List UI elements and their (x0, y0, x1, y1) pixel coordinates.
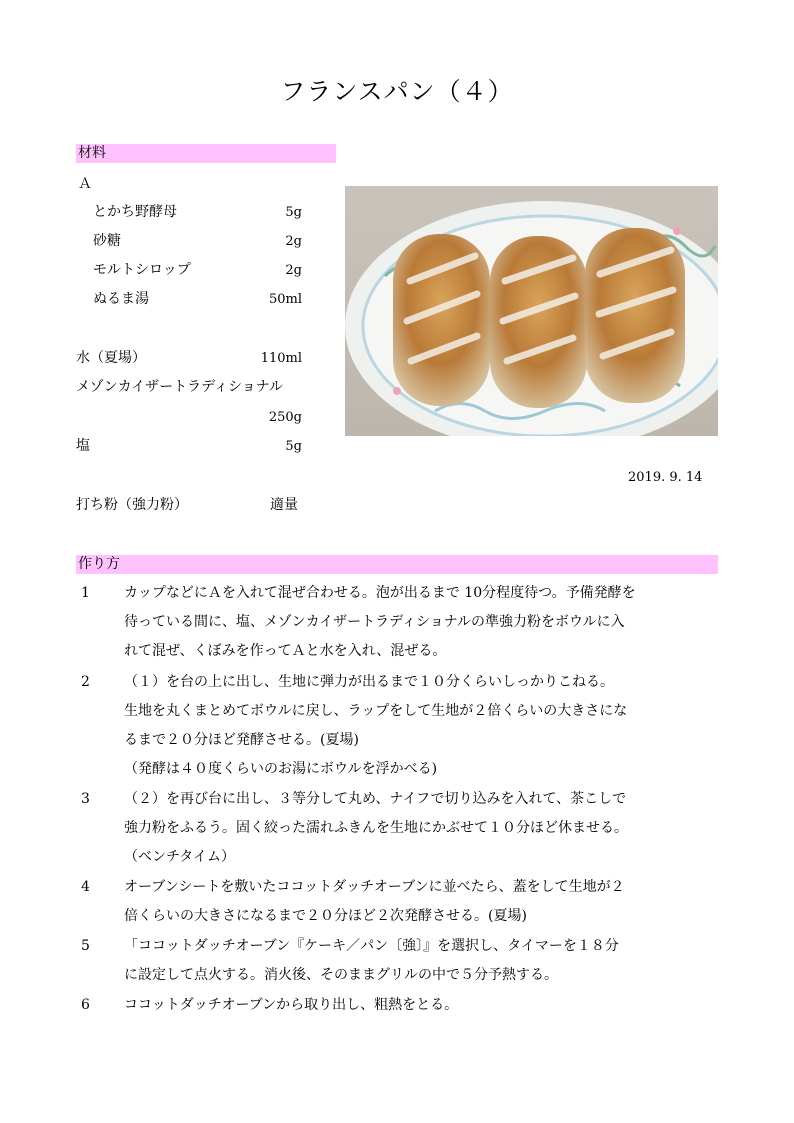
step-number: 2 (81, 674, 90, 690)
step-line: （１）を台の上に出し、生地に弾力が出るまで１０分くらいしっかりこねる。 (124, 674, 614, 690)
ingredient-amount: 250g (268, 410, 302, 425)
step-number: 1 (81, 585, 90, 601)
ingredient-name: ぬるま湯 (93, 291, 149, 307)
step-text (124, 785, 720, 872)
bread-photo (345, 186, 718, 436)
ingredient-name: 塩 (76, 438, 90, 454)
step-line: 強力粉をふるう。固く絞った濡れふきんを生地にかぶせて１０分ほど休ませる。 (124, 820, 628, 836)
step-text (124, 873, 720, 931)
step-text (124, 991, 720, 1020)
materials-heading: 材料 (76, 144, 336, 163)
step-line: 倍くらいの大きさになるまで２０分ほど２次発酵させる。(夏場) (124, 908, 527, 924)
step-text (124, 579, 720, 666)
step-line: に設定して点火する。消火後、そのままグリルの中で５分予熱する。 (124, 967, 558, 983)
ingredient-name: 打ち粉（強力粉） (76, 497, 188, 513)
ingredient-amount: 2g (285, 234, 302, 249)
ingredient-amount: 適量 (270, 497, 298, 513)
step-line: （発酵は４０度くらいのお湯にボウルを浮かべる) (124, 761, 438, 777)
step-text (124, 932, 720, 990)
step-line: 生地を丸くまとめてボウルに戻し、ラップをして生地が２倍くらいの大きさにな (124, 703, 628, 719)
step-number: 3 (81, 791, 90, 807)
step-line: （２）を再び台に出し、３等分して丸め、ナイフで切り込みを入れて、茶こしで (124, 791, 627, 807)
ingredient-amount: 50ml (268, 292, 302, 307)
step-line: （ベンチタイム） (124, 849, 236, 865)
ingredient-name: 砂糖 (93, 233, 121, 249)
step-number: 6 (81, 997, 90, 1013)
step-number: 5 (81, 938, 90, 954)
ingredient-amount: 110ml (260, 351, 302, 366)
ingredient-group-a-label: Ａ (78, 176, 92, 192)
ingredient-amount: 5g (285, 439, 302, 454)
ingredient-amount: 5g (285, 205, 302, 220)
ingredient-name: モルトシロップ (93, 262, 191, 278)
step-text (124, 668, 720, 784)
step-line: 「ココットダッチオーブン『ケーキ／パン〔強〕』を選択し、タイマーを１８分 (124, 938, 619, 954)
ingredient-name: とかち野酵母 (93, 204, 177, 220)
page-title: フランスパン（４） (280, 77, 514, 106)
date-label: 2019. 9. 14 (628, 470, 703, 485)
step-line: ココットダッチオーブンから取り出し、粗熱をとる。 (124, 997, 459, 1013)
step-number: 4 (81, 879, 90, 895)
ingredient-name: 水（夏場） (76, 350, 146, 366)
step-line: れて混ぜ、くぼみを作ってＡと水を入れ、混ぜる。 (124, 643, 447, 659)
method-heading: 作り方 (76, 555, 718, 574)
step-line: るまで２０分ほど発酵させる。(夏場) (124, 732, 359, 748)
ingredient-amount: 2g (285, 263, 302, 278)
step-line: カップなどにＡを入れて混ぜ合わせる。泡が出るまで 10分程度待つ。予備発酵を (124, 585, 636, 601)
step-line: 待っている間に、塩、メゾンカイザートラディショナルの準強力粉をボウルに入 (124, 614, 625, 630)
step-line: オーブンシートを敷いたココットダッチオーブンに並べたら、蓋をして生地が２ (124, 879, 625, 895)
ingredient-name: メゾンカイザートラディショナル (76, 379, 284, 395)
